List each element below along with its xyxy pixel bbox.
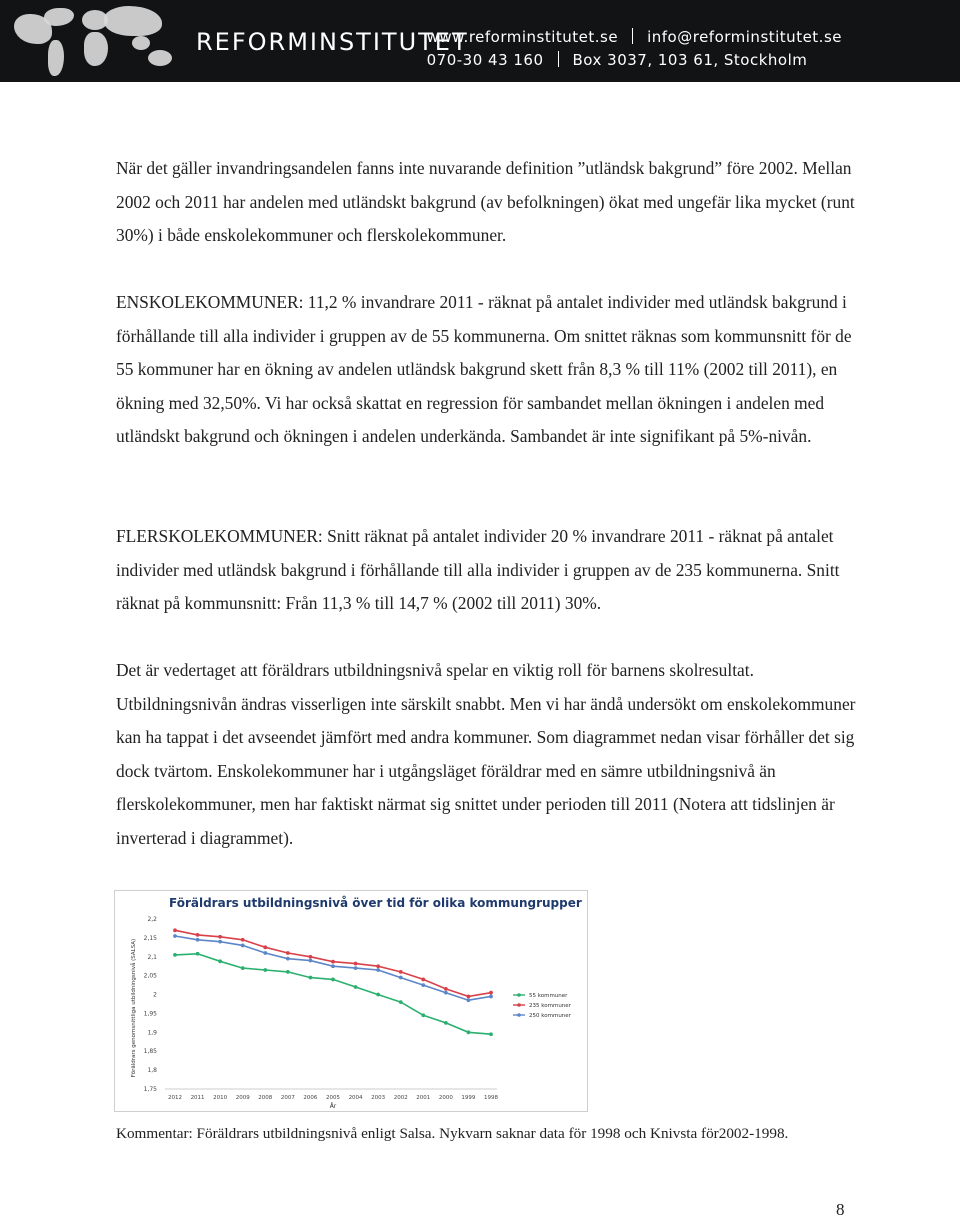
data-point: [309, 976, 313, 980]
data-point: [173, 934, 177, 938]
data-point: [354, 985, 358, 989]
legend-label: 235 kommuner: [529, 1003, 571, 1009]
data-point: [376, 993, 380, 997]
data-point: [467, 1030, 471, 1034]
data-point: [331, 978, 335, 982]
x-tick-label: 2004: [348, 1095, 363, 1101]
data-point: [241, 966, 245, 970]
phone-number: 070-30 43 160: [426, 51, 544, 69]
data-point: [399, 970, 403, 974]
y-tick-label: 2,1: [147, 953, 157, 961]
x-tick-label: 1998: [484, 1095, 498, 1101]
paragraph-parent-education: Det är vedertaget att föräldrars utbildningsnivå spelar en viktig roll för barnens skolresultat. Utbildningsnivån ändras visserligen inte särskilt snabbt. Men vi har ändå undersökt om enskolekommuner kan ha tappat i det avseendet jämfört med andra kommuner. Som diagrammet nedan visar förhåller det sig dock tvärtom. Enskolekommuner har i utgångsläget föräldrar med en sämre utbildningsnivå än flerskolekommuner, men har faktiskt närmat sig snittet under perioden till 2011 (Notera att tidslinjen är inverterad i diagrammet).: [116, 660, 856, 848]
x-tick-label: 2006: [303, 1095, 318, 1101]
data-point: [376, 964, 380, 968]
education-chart: [114, 890, 588, 1112]
data-point: [331, 964, 335, 968]
legend-label: 250 kommuner: [529, 1013, 571, 1019]
data-point: [399, 976, 403, 980]
data-point: [263, 945, 267, 949]
data-point: [309, 955, 313, 959]
x-tick-label: 2010: [213, 1095, 228, 1101]
data-point: [467, 995, 471, 999]
y-axis-label: Föräldrars genomsnittliga utbildningsnivå (SALSA): [131, 938, 137, 1078]
paragraph-foreign-background: När det gäller invandringsandelen fanns inte nuvarande definition ”utländsk bakgrund” före 2002. Mellan 2002 och 2011 har andelen med utländskt bakgrund (av befolkningen) ökat med ungefär lika mycket (runt 30%) i både enskolekommuner och flerskolekommuner.: [116, 158, 855, 245]
data-point: [421, 1013, 425, 1017]
x-tick-label: 2000: [438, 1095, 453, 1101]
data-point: [489, 995, 493, 999]
data-point: [489, 991, 493, 995]
data-point: [331, 960, 335, 964]
data-point: [218, 959, 222, 963]
data-point: [421, 978, 425, 982]
data-point: [263, 968, 267, 972]
y-tick-label: 2,2: [147, 916, 157, 923]
contact-line-2: [427, 49, 842, 72]
data-point: [399, 1000, 403, 1004]
y-tick-label: 1,75: [143, 1086, 157, 1093]
website-link[interactable]: www.reforminstitutet.se: [426, 28, 619, 46]
data-point: [196, 933, 200, 937]
data-point: [218, 935, 222, 939]
page-number: 8: [836, 1200, 845, 1219]
legend-marker: [517, 1013, 521, 1017]
x-tick-label: 2012: [168, 1095, 182, 1101]
contact-line-1: [427, 26, 842, 49]
data-point: [286, 957, 290, 961]
y-tick-label: 1,9: [147, 1029, 157, 1037]
postal-address: Box 3037, 103 61, Stockholm: [572, 51, 808, 69]
brand-name: REFORMINSTITUTET: [196, 28, 469, 56]
y-tick-label: 2,05: [143, 972, 157, 980]
x-axis-label: År: [329, 1103, 337, 1110]
data-point: [263, 951, 267, 955]
contact-info: [427, 26, 842, 72]
x-tick-label: 2007: [280, 1095, 295, 1101]
legend-marker: [517, 1003, 521, 1007]
x-tick-label: 2002: [393, 1095, 408, 1101]
page-header: [0, 0, 960, 82]
y-tick-label: 1,8: [147, 1067, 157, 1075]
legend-label: 55 kommuner: [529, 993, 568, 999]
x-tick-label: 2011: [190, 1095, 205, 1101]
data-point: [173, 928, 177, 932]
x-tick-label: 2009: [235, 1095, 250, 1101]
data-point: [241, 938, 245, 942]
paragraph-enskolekommuner: ENSKOLEKOMMUNER: 11,2 % invandrare 2011 - räknat på antalet individer med utländsk bakgrund i förhållande till alla individer i gruppen av de 55 kommunerna. Om snittet räknas som kommunsnitt för de 55 kommuner har en ökning av andelen utländsk bakgrund skett från 8,3 % till 11% (2002 till 2011), en ökning med 32,50%. Vi har också skattat en regression för sambandet mellan ökningen i andelen med utländskt bakgrund och ökningen i andelen underkända. Sambandet är inte signifikant på 5%-nivån.: [116, 292, 852, 446]
chart-svg: [115, 891, 589, 1113]
chart-caption: Kommentar: Föräldrars utbildningsnivå enligt Salsa. Nykvarn saknar data för 1998 och Knivsta för2002-1998.: [116, 1125, 789, 1142]
x-tick-label: 2008: [258, 1095, 273, 1101]
data-point: [218, 940, 222, 944]
data-point: [354, 962, 358, 966]
email-link[interactable]: info@reforminstitutet.se: [647, 28, 842, 46]
data-point: [444, 987, 448, 991]
legend-marker: [517, 993, 521, 997]
chart-title: Föräldrars utbildningsnivå över tid för olika kommungrupper: [169, 896, 582, 910]
data-point: [444, 991, 448, 995]
x-tick-label: 2001: [416, 1095, 431, 1101]
divider: [558, 51, 559, 67]
data-point: [354, 966, 358, 970]
y-tick-label: 2: [153, 991, 157, 999]
data-point: [173, 953, 177, 957]
data-point: [241, 944, 245, 948]
data-point: [309, 959, 313, 963]
y-tick-label: 1,95: [143, 1010, 157, 1018]
y-tick-label: 1,85: [143, 1048, 157, 1056]
paragraph-flerskolekommuner: FLERSKOLEKOMMUNER: Snitt räknat på antalet individer 20 % invandrare 2011 - räknat på antalet individer med utländsk bakgrund i förhållande till alla individer i gruppen av de 235 kommunerna. Snitt räknat på kommunsnitt: Från 11,3 % till 14,7 % (2002 till 2011) 30%.: [116, 526, 840, 613]
x-tick-label: 1999: [461, 1095, 476, 1101]
x-tick-label: 2005: [326, 1095, 340, 1101]
data-point: [196, 938, 200, 942]
x-tick-label: 2003: [371, 1095, 386, 1101]
data-point: [196, 952, 200, 956]
divider: [632, 28, 633, 44]
data-point: [286, 970, 290, 974]
data-point: [467, 998, 471, 1002]
data-point: [489, 1032, 493, 1036]
y-tick-label: 2,15: [143, 934, 157, 942]
data-point: [286, 951, 290, 955]
data-point: [421, 983, 425, 987]
data-point: [444, 1021, 448, 1025]
data-point: [376, 968, 380, 972]
